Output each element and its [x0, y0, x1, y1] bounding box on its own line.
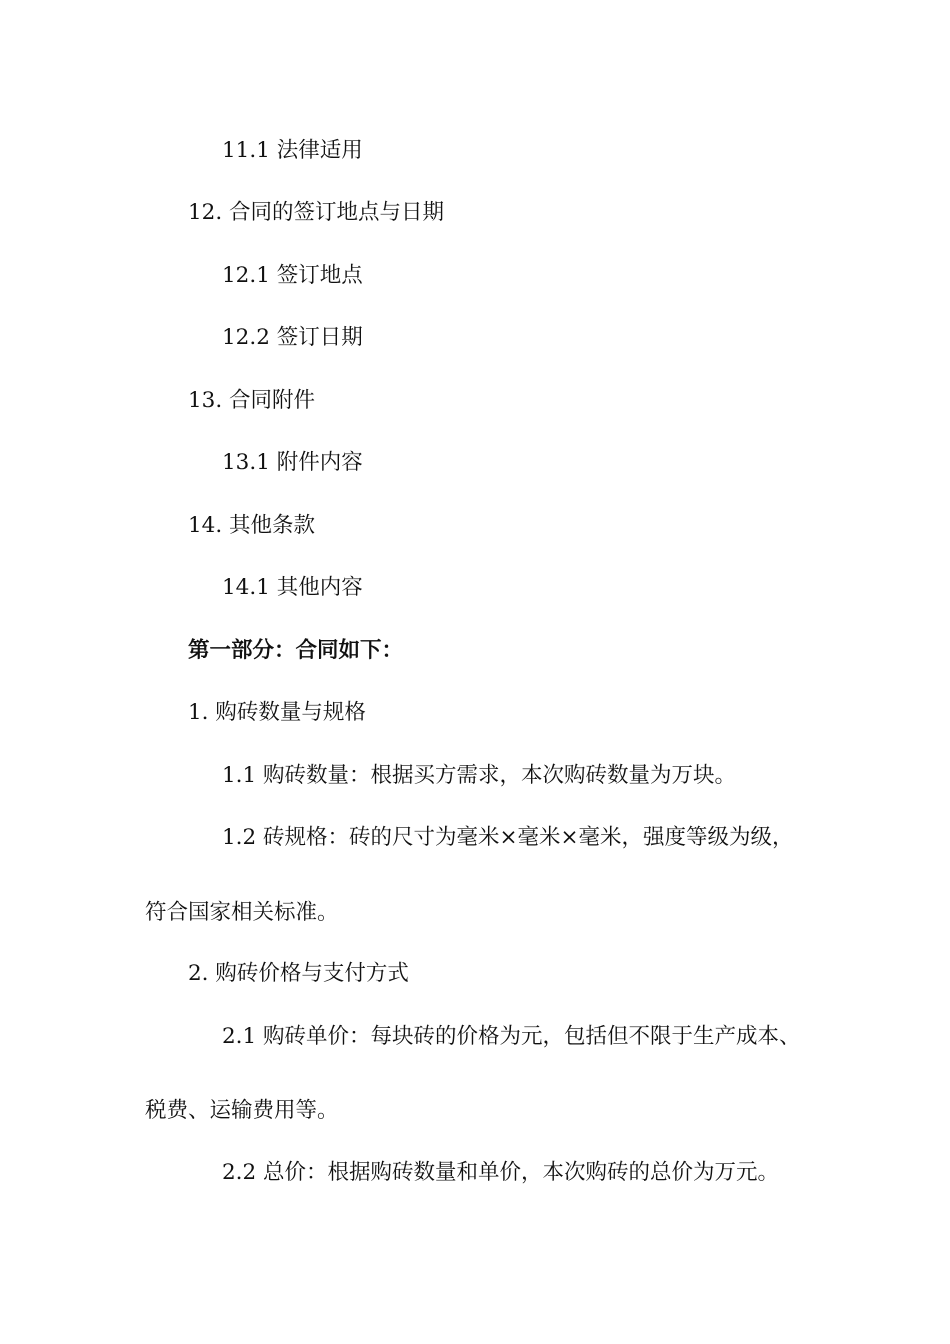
clause-14-heading: 14. 其他条款: [188, 513, 316, 538]
clause-1-2-continued: 符合国家相关标准。: [145, 900, 339, 925]
clause-12-2: 12.2 签订日期: [222, 325, 363, 350]
clause-13-heading: 13. 合同附件: [188, 388, 316, 413]
clause-2-heading: 2. 购砖价格与支付方式: [188, 961, 409, 986]
clause-12-1: 12.1 签订地点: [222, 263, 363, 288]
clause-11-1: 11.1 法律适用: [222, 138, 363, 163]
section-heading: 第一部分：合同如下：: [188, 638, 404, 663]
clause-2-1-continued: 税费、运输费用等。: [145, 1098, 339, 1123]
clause-13-1: 13.1 附件内容: [222, 450, 363, 475]
clause-1-heading: 1. 购砖数量与规格: [188, 700, 366, 725]
clause-1-2: 1.2 砖规格：砖的尺寸为毫米×毫米×毫米，强度等级为级，: [222, 825, 794, 850]
clause-1-1: 1.1 购砖数量：根据买方需求，本次购砖数量为万块。: [222, 763, 737, 788]
clause-2-2: 2.2 总价：根据购砖数量和单价，本次购砖的总价为万元。: [222, 1160, 780, 1185]
clause-14-1: 14.1 其他内容: [222, 575, 363, 600]
clause-2-1: 2.1 购砖单价：每块砖的价格为元，包括但不限于生产成本、: [222, 1024, 801, 1049]
clause-12-heading: 12. 合同的签订地点与日期: [188, 200, 445, 225]
